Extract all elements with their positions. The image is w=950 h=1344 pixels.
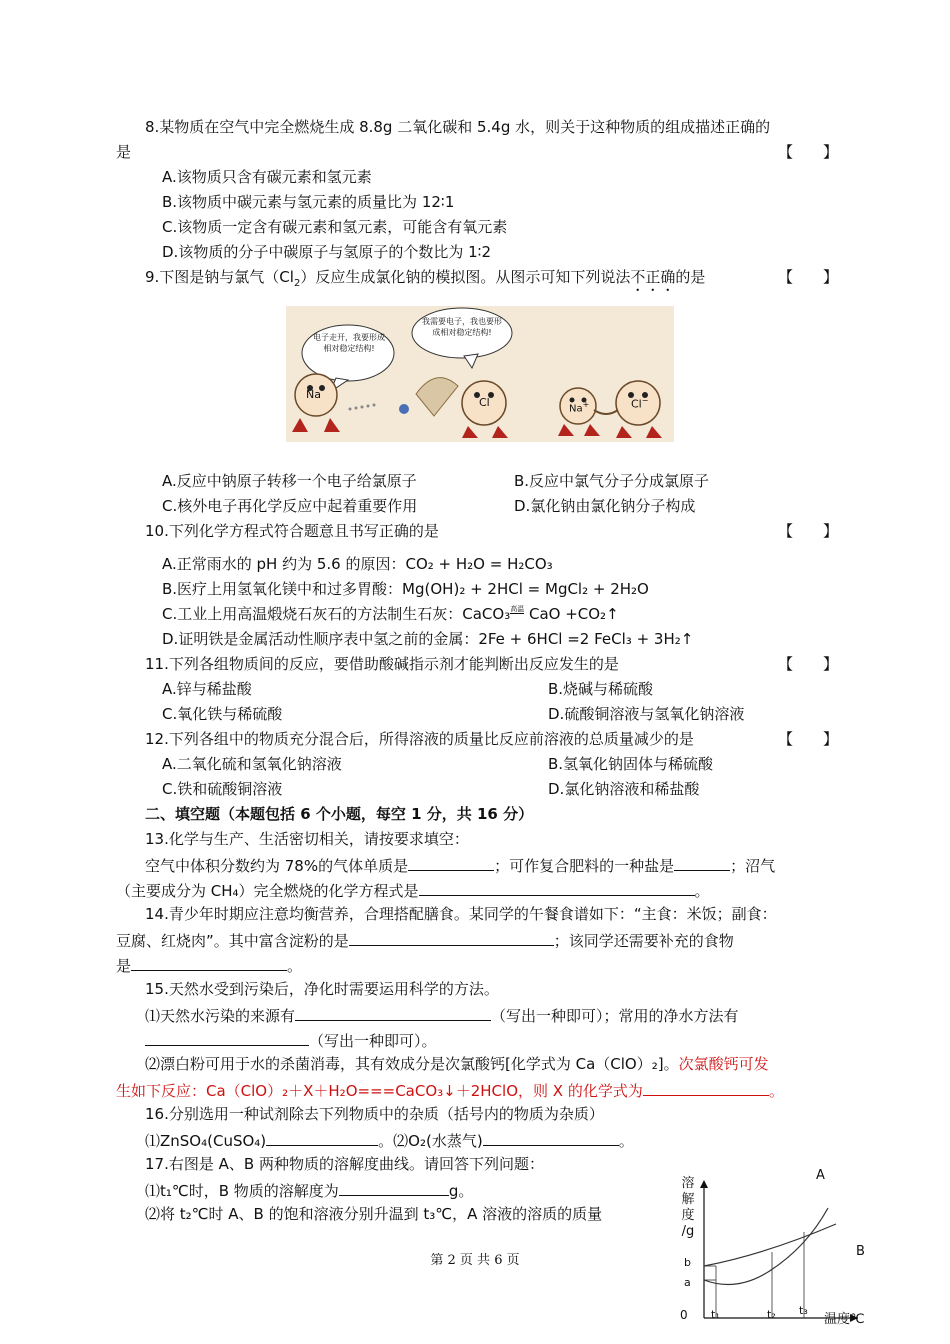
q11-option-a: A.锌与稀盐酸	[162, 680, 252, 698]
q11-stem: 11.下列各组物质间的反应，要借助酸碱指示剂才能判断出反应发生的是	[145, 655, 619, 673]
electron	[399, 404, 409, 414]
q14-line2: 豆腐、红烧肉”。其中富含淀粉的是 ；该同学还需要补充的食物	[116, 929, 734, 951]
q16-stem: 16.分别选用一种试剂除去下列物质中的杂质（括号内的物质为杂质）	[145, 1105, 604, 1123]
tick-a: a	[684, 1276, 691, 1289]
q12-option-c: C.铁和硫酸铜溶液	[162, 780, 283, 798]
q13-stem: 13.化学与生产、生活密切相关，请按要求填空：	[145, 830, 469, 848]
q17-stem: 17.右图是 A、B 两种物质的溶解度曲线。请回答下列问题：	[145, 1155, 544, 1173]
q11-option-b: B.烧碱与稀硫酸	[548, 680, 654, 698]
q9-stem: 9.下图是钠与氯气$(Cl_2)$反应生成氯化钠的模拟图。从图示可知下列说法不正确的是	[145, 268, 706, 289]
q13-blank-3[interactable]	[419, 879, 695, 896]
na-ion-label: Na+	[569, 400, 590, 415]
q17-part1: ⑴t₁℃时，B 物质的溶解度为 g。	[145, 1179, 473, 1201]
q9-option-c: C.核外电子再化学反应中起着重要作用	[162, 497, 418, 515]
q13-blank-2[interactable]	[674, 854, 730, 871]
bubble-2-text: 我需要电子，我也要形成相对稳定结构!	[422, 317, 502, 337]
curve-a	[704, 1208, 828, 1285]
electron-trail	[349, 404, 376, 411]
q15-blank-2[interactable]	[145, 1029, 309, 1046]
q15-part1: ⑴天然水污染的来源有 （写出一种即可）；常用的净水方法有	[145, 1004, 739, 1026]
q17-blank-1[interactable]	[339, 1179, 449, 1196]
q16-parts: ⑴ZnSO₄(CuSO₄) 。⑵O₂(水蒸气) 。	[145, 1129, 634, 1151]
y-axis-label: 溶 解 度 /g	[681, 1176, 695, 1239]
q8-stem: 8.某物质在空气中完全燃烧生成 8.8g 二氧化碳和 5.4g 水，则关于这种物质的组成描述正确的	[145, 118, 771, 136]
q9-option-b: B.反应中氯气分子分成氯原子	[514, 472, 710, 490]
q9-answer-bracket: 【 】	[777, 268, 838, 286]
q10-answer-bracket: 【 】	[777, 522, 838, 540]
q8-answer-bracket: 【 】	[777, 143, 838, 161]
q11-option-d: D.硫酸铜溶液与氢氧化钠溶液	[548, 705, 745, 723]
q12-option-d: D.氯化钠溶液和稀盐酸	[548, 780, 700, 798]
page-footer: 第 2 页 共 6 页	[430, 1253, 520, 1268]
curve-a-label: A	[816, 1168, 825, 1183]
q13-line1: 空气中体积分数约为 78%的气体单质是 ；可作复合肥料的一种盐是 ；沼气	[145, 854, 775, 876]
q8-option-c: C.该物质一定含有碳元素和氢元素，可能含有氧元素	[162, 218, 508, 236]
q8-option-b: B.该物质中碳元素与氢元素的质量比为 12∶1	[162, 193, 455, 211]
q8-option-d: D.该物质的分子中碳原子与氢原子的个数比为 1∶2	[162, 243, 492, 261]
q8-stem-cont: 是	[116, 143, 132, 161]
na-atom-label: Na	[306, 388, 321, 401]
q15-blank-1[interactable]	[295, 1004, 491, 1021]
q15-part2: ⑵漂白粉可用于水的杀菌消毒，其有效成分是次氯酸钙[化学式为 Ca（ClO）₂]。次氯酸钙可发	[145, 1055, 769, 1073]
bubble-1-text: 电子走开，我要形成相对稳定结构!	[313, 333, 385, 353]
q10-option-b: B.医疗上用氢氧化镁中和过多胃酸：Mg(OH)₂ + 2HCl = MgCl₂ + 2H₂O	[162, 580, 649, 598]
q9-emphasis: 不正确	[630, 268, 676, 286]
curve-b-label: B	[856, 1244, 865, 1259]
q15-part1-cont: （写出一种即可）。	[145, 1029, 437, 1051]
q11-answer-bracket: 【 】	[777, 655, 838, 673]
q17-part2: ⑵将 t₂℃时 A、B 的饱和溶液分别升温到 t₃℃，A 溶液的溶质的质量	[145, 1205, 603, 1223]
cl-atom-label: Cl	[479, 396, 490, 409]
q15-part2-cont: 生如下反应：Ca（ClO）₂＋X＋H₂O===CaCO₃↓＋2HClO，则 X 的化学式为 。	[116, 1079, 784, 1101]
q9-option-a: A.反应中钠原子转移一个电子给氯原子	[162, 472, 417, 490]
q13-line2: （主要成分为 CH₄）完全燃烧的化学方程式是 。	[116, 879, 710, 901]
tick-t2: t₂	[767, 1308, 776, 1321]
cl-ion-label: Cl−	[631, 396, 649, 411]
q12-option-a: A.二氧化硫和氢氧化钠溶液	[162, 755, 342, 773]
catching-net	[416, 378, 458, 416]
q11-option-c: C.氧化铁与稀硫酸	[162, 705, 283, 723]
q12-answer-bracket: 【 】	[777, 730, 838, 748]
q10-option-c: C.工业上用高温煅烧石灰石的方法制生石灰：CaCO₃高温 CaO +CO₂↑	[162, 605, 619, 623]
q13-blank-1[interactable]	[408, 854, 494, 871]
tick-t3: t₃	[799, 1304, 808, 1317]
q14-line3: 是 。	[116, 954, 302, 976]
q10-stem: 10.下列化学方程式符合题意且书写正确的是	[145, 522, 439, 540]
q8-option-a: A.该物质只含有碳元素和氢元素	[162, 168, 372, 186]
q15-blank-3[interactable]	[643, 1079, 769, 1096]
q10-option-d: D.证明铁是金属活动性顺序表中氢之前的金属：2Fe + 6HCl =2 FeCl₃ + 3H₂↑	[162, 630, 694, 648]
q16-blank-2[interactable]	[483, 1129, 619, 1146]
q9-option-d: D.氯化钠由氯化钠分子构成	[514, 497, 696, 515]
x-axis-label: 温度℃	[824, 1312, 865, 1327]
q12-stem: 12.下列各组中的物质充分混合后，所得溶液的质量比反应前溶液的总质量减少的是	[145, 730, 694, 748]
sodium-chlorine-illustration	[286, 306, 674, 442]
q15-stem: 15.天然水受到污染后，净化时需要运用科学的方法。	[145, 980, 499, 998]
q12-option-b: B.氢氧化钠固体与稀硫酸	[548, 755, 714, 773]
tick-b: b	[684, 1256, 691, 1269]
q14-blank-2[interactable]	[131, 954, 287, 971]
reaction-condition: 高温	[510, 605, 525, 613]
q10-option-a: A.正常雨水的 pH 约为 5.6 的原因：CO₂ + H₂O = H₂CO₃	[162, 555, 553, 573]
tick-t1: t₁	[711, 1308, 720, 1321]
section-heading: 二、填空题（本题包括 6 个小题，每空 1 分，共 16 分）	[145, 805, 534, 823]
origin-label: 0	[680, 1308, 688, 1322]
holding-hands	[594, 410, 618, 414]
q14-blank-1[interactable]	[349, 929, 554, 946]
q14-line1: 14.青少年时期应注意均衡营养，合理搭配膳食。某同学的午餐食谱如下：“主食：米饭；副食：	[145, 905, 777, 923]
q16-blank-1[interactable]	[266, 1129, 378, 1146]
